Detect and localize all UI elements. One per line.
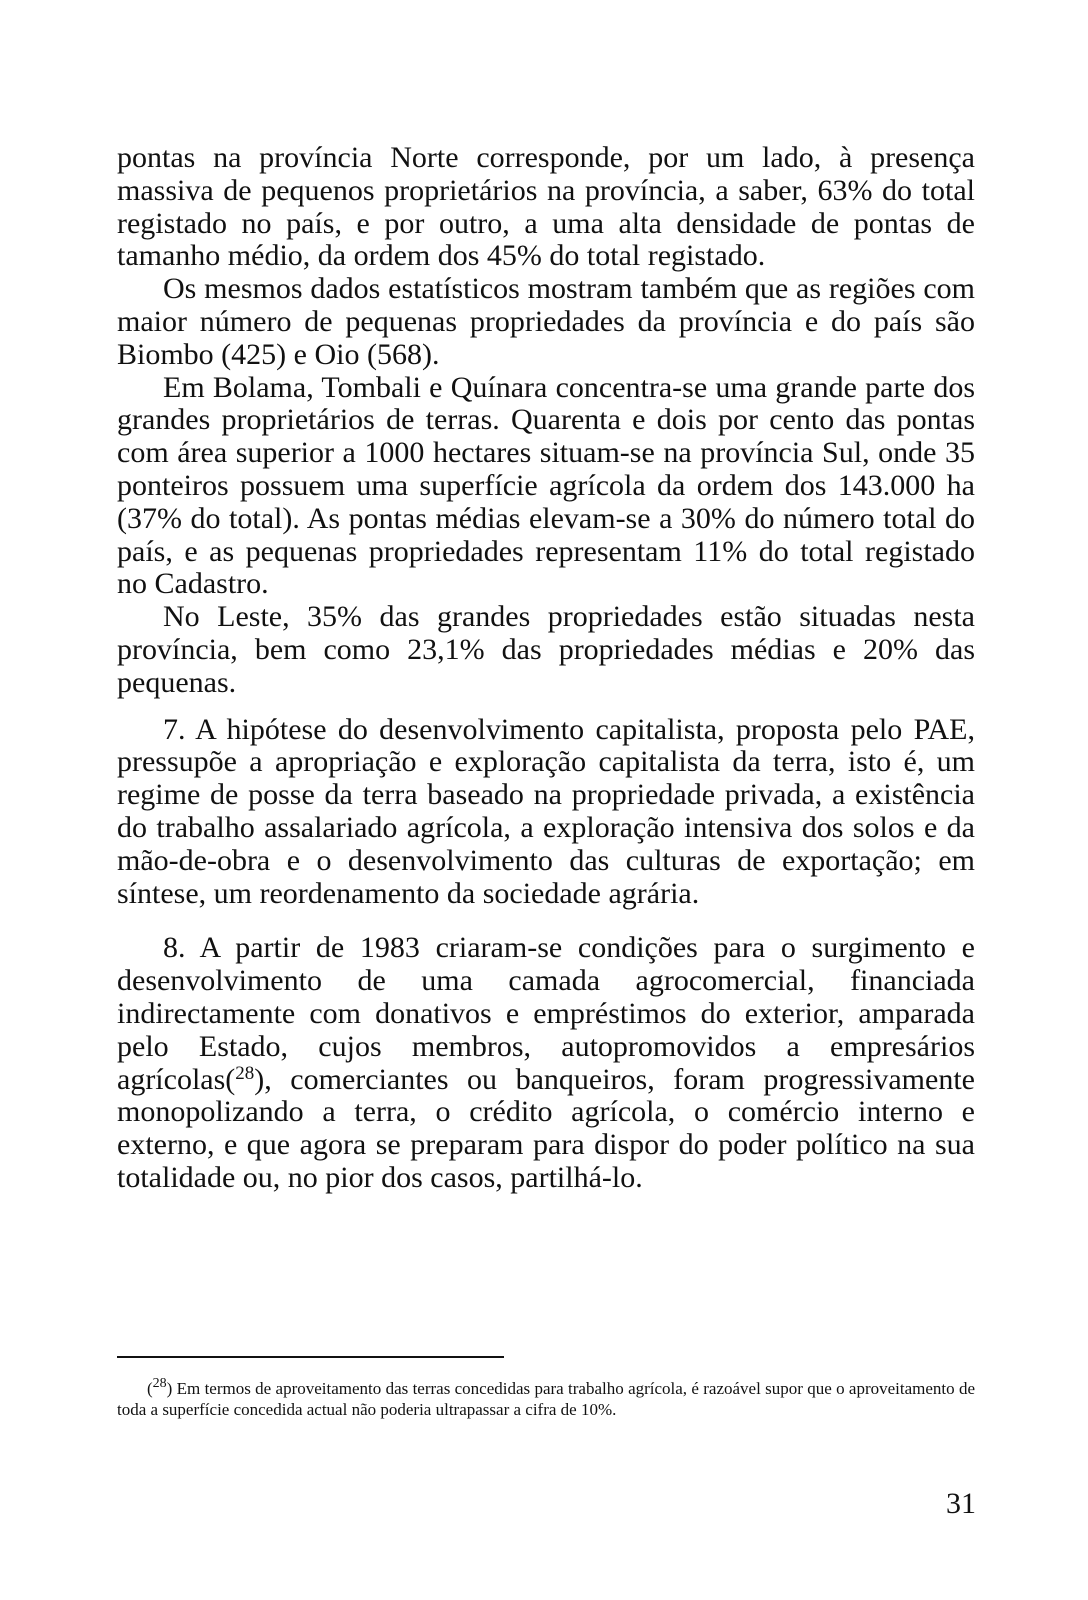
footnote-divider <box>117 1356 504 1358</box>
paragraph-south-province: Em Bolama, Tombali e Quínara concentra-se uma grande parte dos grandes proprietários de terras. Quarenta e dois por cento das pontas com área superior a 1000 hectares situam-se na província Sul, onde 35 ponteiros possuem uma superfície agrícola da ordem dos 143.000 ha (37% do total). As pontas médias elevam-se a 30% do número total do país, e as pequenas propriedades representam 11% do total registado no Cadastro. <box>117 370 975 601</box>
body-text <box>117 142 975 1195</box>
footnote-close-paren: ) <box>166 1379 173 1398</box>
footnote-marker <box>147 1376 173 1398</box>
footnote-reference: 28 <box>235 1062 255 1084</box>
paragraph-regions: Os mesmos dados estatísticos mostram também que as regiões com maior número de pequenas propriedades da província e do país são Biombo (425) e Oio (568). <box>117 272 975 371</box>
paragraph-point-8-text: 8. A partir de 1983 criaram-se condições para o surgimento e desenvolvimento de uma camada agrocomercial, financiada indirectamente com donativos e empréstimos do exterior, amparada pelo Estado, cujos membros, autopromovidos a empresários agrícolas( <box>117 931 975 1096</box>
paragraph-continuation: pontas na província Norte corresponde, por um lado, à presença massiva de pequenos proprietários na província, a saber, 63% do total registado no país, e por outro, a uma alta densidade de pontas de tamanho médio, da ordem dos 45% do total registado. <box>117 141 975 273</box>
paragraph-point-7: 7. A hipótese do desenvolvimento capitalista, proposta pelo PAE, pressupõe a apropriação e exploração capitalista da terra, isto é, um regime de posse da terra baseado na propriedade privada, a existência do trabalho assalariado agrícola, a exploração intensiva dos solos e da mão-de-obra e o desenvolvimento das culturas de exportação; em síntese, um reordenamento da sociedade agrária. <box>117 712 975 910</box>
footnote-number: 28 <box>152 1376 167 1391</box>
footnote-text: Em termos de aproveitamento das terras concedidas para trabalho agrícola, é razoável supor que o aproveitamento de toda a superfície concedida actual não poderia ultrapassar a cifra de 10%. <box>117 1379 975 1419</box>
footnote-open-paren: ( <box>147 1379 153 1398</box>
paragraph-point-8-text-end: ), comerciantes ou banqueiros, foram progressivamente monopolizando a terra, o crédito agrícola, o comércio interno e externo, e que agora se preparam para dispor do poder político na sua totalidade ou, no pior dos casos, partilhá-lo. <box>117 1062 975 1194</box>
paragraph-east-province: No Leste, 35% das grandes propriedades estão situadas nesta província, bem como 23,1% das propriedades médias e 20% das pequenas. <box>117 600 975 699</box>
paragraph-point-8 <box>117 932 975 1194</box>
page-number: 31 <box>946 1487 976 1520</box>
footnote <box>117 1378 975 1420</box>
